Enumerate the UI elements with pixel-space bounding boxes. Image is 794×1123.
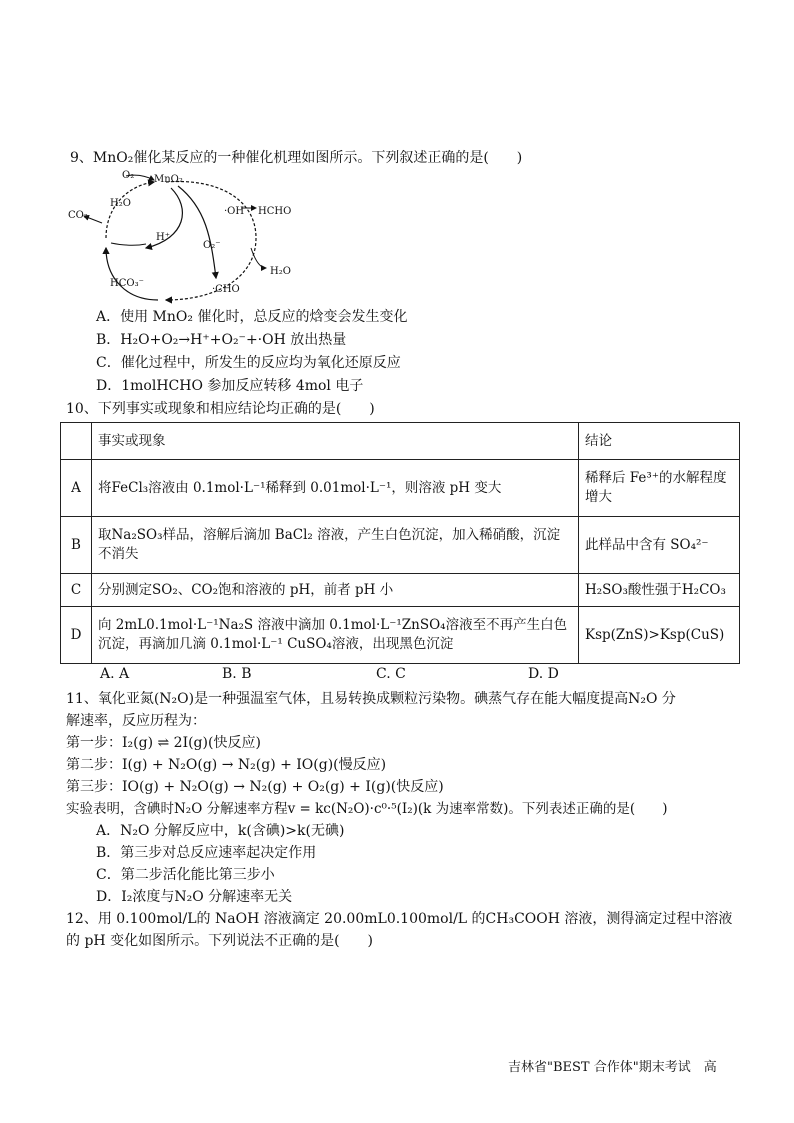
oh-radical-label: ·OH (224, 206, 245, 217)
q9-option-a: A．使用 MnO₂ 催化时，总反应的焓变会发生变化 (96, 309, 408, 325)
q11-option-a: A．N₂O 分解反应中，k(含碘)>k(无碘) (96, 823, 345, 839)
table-row (61, 574, 740, 607)
fact-cell: 取Na₂SO₃样品，溶解后滴加 BaCl₂ 溶液，产生白色沉淀，加入稀硝酸，沉淀不消失 (92, 517, 579, 574)
hco3-label: HCO₃⁻ (110, 278, 144, 289)
header-cell (61, 423, 92, 460)
q10-choice-a: A. A (100, 666, 130, 682)
catalysis-mechanism-diagram (66, 168, 326, 308)
q12-stem-line2: 的 pH 变化如图所示。下列说法不正确的是( ) (66, 933, 373, 949)
mno2-label: MnO₂ (154, 174, 183, 185)
fact-cell: 向 2mL0.1mol·L⁻¹Na₂S 溶液中滴加 0.1mol·L⁻¹ZnSO₄溶液至不再产生白色沉淀，再滴加几滴 0.1mol·L⁻¹ CuSO₄溶液，出现黑色沉淀 (92, 607, 579, 664)
q11-step3: 第三步：IO(g) + N₂O(g) → N₂(g) + O₂(g) + I(g)(快反应) (66, 779, 444, 795)
cho-radical-label: ·CHO (212, 284, 240, 295)
h2o-label-right: H₂O (270, 266, 291, 277)
q11-step1: 第一步：I₂(g) ⇌ 2I(g)(快反应) (66, 735, 261, 751)
row-label: A (61, 460, 92, 517)
co2-label: CO₂ (68, 210, 88, 221)
q12-stem-line1: 12、用 0.100mol/L的 NaOH 溶液滴定 20.00mL0.100mol/L 的CH₃COOH 溶液，测得滴定过程中溶液 (66, 911, 733, 927)
q11-step2: 第二步：I(g) + N₂O(g) → N₂(g) + IO(g)(慢反应) (66, 757, 387, 773)
h-plus-label: H⁺ (156, 232, 170, 243)
table-header-row (61, 423, 740, 460)
q10-choice-d: D. D (528, 666, 559, 682)
fact-cell: 将FeCl₃溶液由 0.1mol·L⁻¹稀释到 0.01mol·L⁻¹，则溶液 pH 变大 (92, 460, 579, 517)
q9-option-c: C．催化过程中，所发生的反应均为氧化还原反应 (96, 355, 401, 371)
table-row (61, 607, 740, 664)
conclusion-cell: H₂SO₃酸性强于H₂CO₃ (579, 574, 740, 607)
o2-label: O₂ (122, 170, 135, 181)
q11-option-d: D．I₂浓度与N₂O 分解速率无关 (96, 889, 293, 905)
q10-table (60, 422, 740, 664)
row-label: B (61, 517, 92, 574)
q11-stem-line2: 解速率，反应历程为： (66, 713, 206, 729)
fact-cell: 分别测定SO₂、CO₂饱和溶液的 pH，前者 pH 小 (92, 574, 579, 607)
header-cell: 事实或现象 (92, 423, 579, 460)
q11-option-b: B．第三步对总反应速率起决定作用 (96, 845, 317, 861)
row-label: D (61, 607, 92, 664)
q9-option-d: D．1molHCHO 参加反应转移 4mol 电子 (96, 378, 364, 394)
q11-stem-line3: 实验表明，含碘时N₂O 分解速率方程v = kc(N₂O)·c⁰·⁵(I₂)(k 为速率常数)。下列表述正确的是( ) (66, 801, 668, 817)
table-row (61, 517, 740, 574)
q11-option-c: C．第二步活化能比第三步小 (96, 867, 275, 883)
q10-choice-c: C. C (376, 666, 406, 682)
o2-minus-label: O₂⁻ (203, 240, 221, 251)
q10-stem: 10、下列事实或现象和相应结论均正确的是( ) (66, 401, 375, 417)
table-row (61, 460, 740, 517)
conclusion-cell: 此样品中含有 SO₄²⁻ (579, 517, 740, 574)
q9-option-b: B．H₂O+O₂→H⁺+O₂⁻+·OH 放出热量 (96, 332, 347, 348)
exam-footer: 吉林省"BEST 合作体"期末考试 高 (508, 1060, 717, 1075)
conclusion-cell: 稀释后 Fe³⁺的水解程度增大 (579, 460, 740, 517)
q9-stem: 9、MnO₂催化某反应的一种催化机理如图所示。下列叙述正确的是( ) (70, 150, 523, 166)
hcho-label: HCHO (258, 206, 292, 217)
q11-stem-line1: 11、氧化亚氮(N₂O)是一种强温室气体，且易转换成颗粒污染物。碘蒸气存在能大幅度提高N₂O 分 (66, 691, 676, 707)
row-label: C (61, 574, 92, 607)
q10-choice-b: B. B (222, 666, 252, 682)
header-cell: 结论 (579, 423, 740, 460)
conclusion-cell: Ksp(ZnS)>Ksp(CuS) (579, 607, 740, 664)
h2o-label-top: H₂O (110, 198, 131, 209)
